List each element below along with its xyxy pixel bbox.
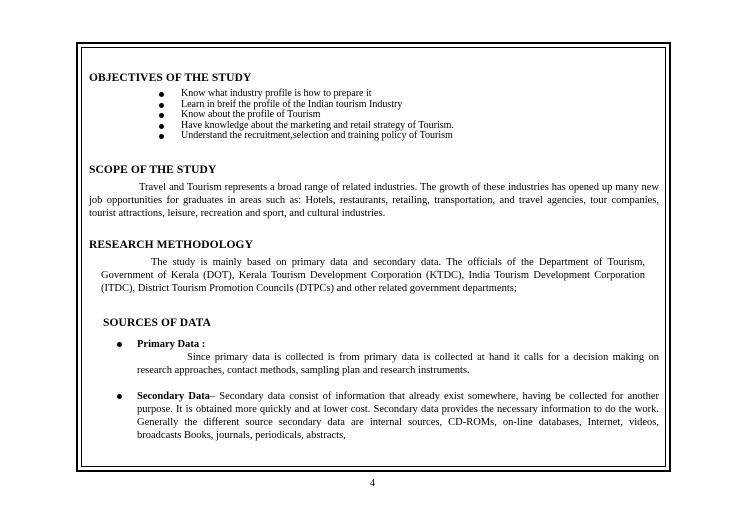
objective-item: Know what industry profile is how to prepare it	[159, 89, 659, 100]
scope-paragraph: Travel and Tourism represents a broad range of related industries. The growth of these industries has opened up many new job opportunities for graduates in areas such as: Hotels, restaurants, retailing, transportation, and travel agencies, tour companies, tourist attractions, leisure, recreation and sport, and cultural industries.	[89, 182, 659, 219]
primary-data-label: Primary Data :	[137, 339, 206, 350]
objectives-heading: OBJECTIVES OF THE STUDY	[89, 72, 252, 84]
bullet-icon	[117, 394, 122, 399]
bullet-icon	[159, 92, 164, 97]
secondary-data-paragraph	[137, 390, 659, 442]
secondary-data-label: Secondary Data	[137, 391, 210, 402]
objective-item: Have knowledge about the marketing and retail strategy of Tourism.	[159, 121, 659, 132]
page-number: 4	[370, 478, 375, 489]
objective-item: Know about the profile of Tourism	[159, 110, 659, 121]
sources-heading: SOURCES OF DATA	[103, 317, 211, 329]
sources-section	[89, 317, 659, 442]
objectives-list	[89, 89, 659, 142]
primary-data-item	[89, 338, 659, 377]
bullet-icon	[117, 342, 122, 347]
objectives-section	[89, 72, 659, 142]
scope-heading: SCOPE OF THE STUDY	[89, 164, 217, 176]
primary-data-paragraph: Since primary data is collected is from primary data is collected at hand it calls for a decision making on research approaches, contact methods, sampling plan and research instruments.	[137, 352, 659, 376]
methodology-heading: RESEARCH METHODOLOGY	[89, 239, 253, 251]
methodology-section	[89, 239, 659, 295]
secondary-data-item	[89, 390, 659, 442]
bullet-icon	[159, 113, 164, 118]
secondary-data-text: – Secondary data consist of information that already exist somewhere, having be collected for another purpose. It is obtained more quickly and at lower cost. Secondary data provides the necessary information to do the work. Generally the different source secondary data are internal sources, CD-ROMs, on-line databases, Internet, videos, broadcasts Books, journals, periodicals, abstracts,	[137, 391, 659, 441]
bullet-icon	[159, 103, 164, 108]
objective-item: Understand the recruitment,selection and training policy of Tourism	[159, 131, 659, 142]
bullet-icon	[159, 134, 164, 139]
bullet-icon	[159, 124, 164, 129]
objective-item: Learn in breif the profile of the Indian tourism Industry	[159, 100, 659, 111]
methodology-paragraph: The study is mainly based on primary data and secondary data. The officials of the Department of Tourism, Government of Kerala (DOT), Kerala Tourism Development Corporation (KTDC), India Tourism Development Corporation (ITDC), District Tourism Promotion Councils (DTPCs) and other related government departments;	[101, 257, 645, 294]
scope-section	[89, 164, 659, 220]
